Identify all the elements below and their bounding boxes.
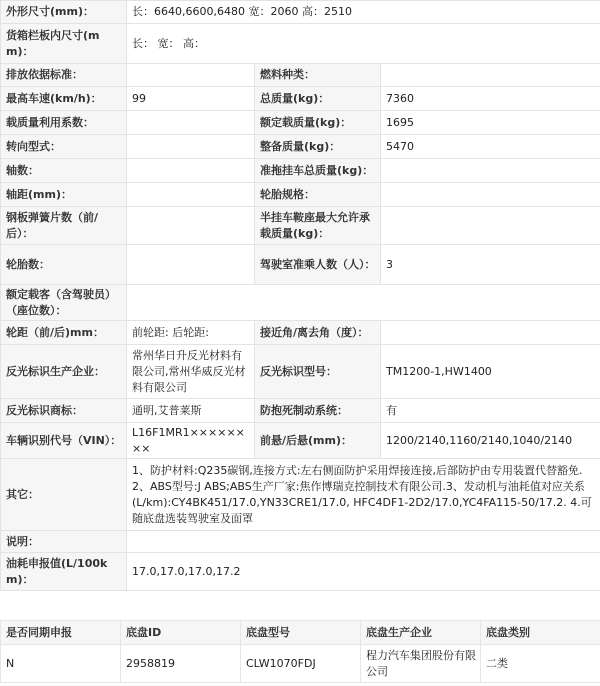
tire-count-value [127,245,255,285]
reflective-maker-value: 常州华日升反光材料有限公司,常州华威反光材料有限公司 [127,345,255,399]
fuel-type-label: 燃料种类： [255,64,381,87]
cargo-inner-label: 货箱栏板内尺寸(mm)： [1,24,127,64]
chassis-header-category: 底盘类别 [481,621,600,645]
overhang-value: 1200/2140,1160/2140,1040/2140 [381,423,600,459]
chassis-header-sync: 是否同期申报 [1,621,121,645]
total-mass-value: 7360 [381,87,600,111]
total-mass-label: 总质量(kg)： [255,87,381,111]
chassis-header-model: 底盘型号 [241,621,361,645]
spec-row-emission [1,64,600,87]
chassis-cell-category: 二类 [481,645,600,683]
leaf-spring-value [127,207,255,245]
chassis-table [0,620,600,683]
spec-row-leaf-spring [1,207,600,245]
other-value: 1、防护材料:Q235碳钢,连接方式:左右侧面防护采用焊接连接,后部防护由专用装置代替豁免.2、ABS型号:J ABS;ABS生产厂家:焦作博瑞克控制技术有限公司.3、发动机与油耗值对应关系(L/km):CY4BK451/17.0,YN33CRE1/17.0, HFC4DF1-2D2/17.0,YC4FA115-50/17.2. 4.可随底盘选装驾驶室及面罩 [127,459,600,531]
chassis-cell-maker: 程力汽车集团股份有限公司 [361,645,481,683]
saddle-load-value [381,207,600,245]
steering-label: 转向型式： [1,135,127,159]
rated-load-value: 1695 [381,111,600,135]
curb-mass-label: 整备质量(kg)： [255,135,381,159]
chassis-header-id: 底盘ID [121,621,241,645]
rated-passengers-label: 额定载客（含驾驶员）（座位数）： [1,285,127,321]
reflective-maker-label: 反光标识生产企业： [1,345,127,399]
other-label: 其它： [1,459,127,531]
max-speed-label: 最高车速(km/h)： [1,87,127,111]
saddle-load-label: 半挂车鞍座最大允许承载质量(kg)： [255,207,381,245]
chassis-header-row [1,621,600,645]
emission-label: 排放依据标准： [1,64,127,87]
reflective-model-value: TM1200-1,HW1400 [381,345,600,399]
cab-occupants-label: 驾驶室准乘人数（人）： [255,245,381,285]
outer-size-label: 外形尺寸(mm)： [1,1,127,24]
overhang-label: 前悬/后悬(mm)： [255,423,381,459]
track-label: 轮距（前/后)mm： [1,321,127,345]
spec-row-steering [1,135,600,159]
emission-value [127,64,255,87]
cab-occupants-value: 3 [381,245,600,285]
approach-angle-label: 接近角/离去角（度）： [255,321,381,345]
fuel-report-value: 17.0,17.0,17.0,17.2 [127,553,600,591]
rated-passengers-value [127,285,600,321]
spec-row-vin [1,423,600,459]
tire-spec-label: 轮胎规格： [255,183,381,207]
spec-row-load [1,111,600,135]
chassis-cell-id: 2958819 [121,645,241,683]
spec-row-speed [1,87,600,111]
wheelbase-value [127,183,255,207]
spec-row-track [1,321,600,345]
steering-value [127,135,255,159]
fuel-report-label: 油耗申报值(L/100km)： [1,553,127,591]
track-value: 前轮距: 后轮距: [127,321,255,345]
spec-row-other [1,459,600,531]
max-speed-value: 99 [127,87,255,111]
spec-row-wheelbase [1,183,600,207]
vin-value: L16F1MR1×××××××× [127,423,255,459]
cargo-inner-value: 长： 宽： 高： [127,24,600,64]
axles-label: 轴数： [1,159,127,183]
spec-row-outer-size [1,1,600,24]
spec-row-reflective [1,345,600,399]
note-value [127,531,600,553]
spec-row-axles [1,159,600,183]
chassis-cell-sync: N [1,645,121,683]
load-util-label: 载质量利用系数： [1,111,127,135]
reflective-model-label: 反光标识型号： [255,345,381,399]
trailer-mass-value [381,159,600,183]
outer-size-value: 长：6640,6600,6480 宽：2060 高：2510 [127,1,600,24]
chassis-cell-model: CLW1070FDJ [241,645,361,683]
rated-load-label: 额定载质量(kg)： [255,111,381,135]
spec-row-passengers [1,285,600,321]
reflective-brand-label: 反光标识商标： [1,399,127,423]
approach-angle-value [381,321,600,345]
spec-row-brand-abs [1,399,600,423]
curb-mass-value: 5470 [381,135,600,159]
spec-row-fuel-report [1,553,600,591]
reflective-brand-value: 通明,艾普莱斯 [127,399,255,423]
abs-label: 防抱死制动系统： [255,399,381,423]
tire-count-label: 轮胎数： [1,245,127,285]
trailer-mass-label: 准拖挂车总质量(kg)： [255,159,381,183]
spec-row-cargo-inner [1,24,600,64]
axles-value [127,159,255,183]
wheelbase-label: 轴距(mm)： [1,183,127,207]
note-label: 说明： [1,531,127,553]
abs-value: 有 [381,399,600,423]
load-util-value [127,111,255,135]
leaf-spring-label: 钢板弹簧片数（前/后）： [1,207,127,245]
chassis-header-maker: 底盘生产企业 [361,621,481,645]
fuel-type-value [381,64,600,87]
vin-label: 车辆识别代号（VIN）： [1,423,127,459]
spec-row-tires [1,245,600,285]
chassis-data-row [1,645,600,683]
tire-spec-value [381,183,600,207]
spec-row-note [1,531,600,553]
